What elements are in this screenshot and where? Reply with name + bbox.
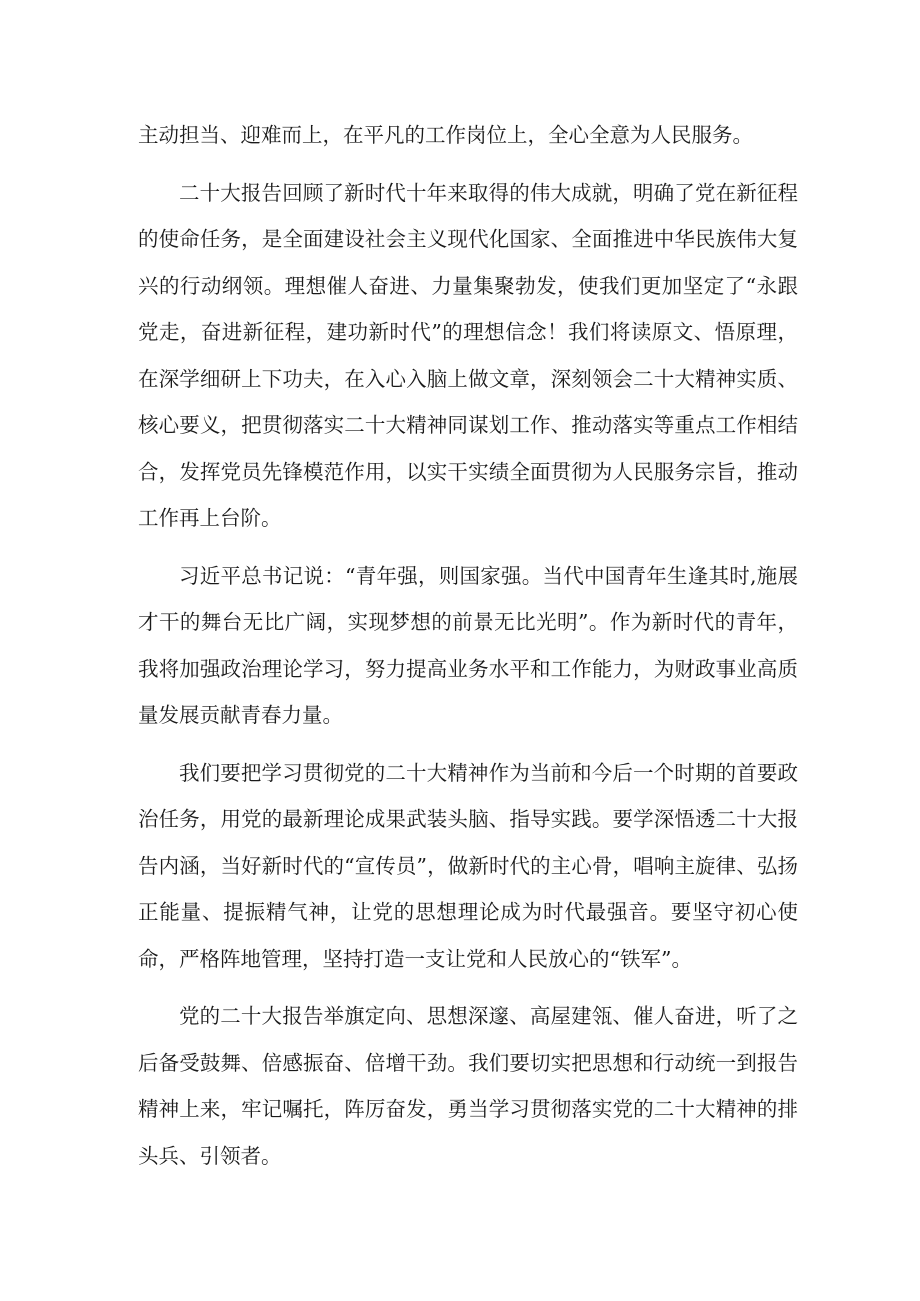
document-body [138,112,798,1190]
paragraph-political-task: 我们要把学习贯彻党的二十大精神作为当前和今后一个时期的首要政治任务，用党的最新理论成果武装头脑、指导实践。要学深悟透二十大报告内涵，当好新时代的“宣传员”，做新时代的主心骨，唱响主旋律、弘扬正能量、提振精气神，让党的思想理论成为时代最强音。要坚守初心使命，严格阵地管理，坚持打造一支让党和人民放心的“铁军”。 [138,760,798,971]
paragraph-continuation: 主动担当、迎难而上，在平凡的工作岗位上，全心全意为人民服务。 [138,123,753,147]
paragraph-conclusion: 党的二十大报告举旗定向、思想深邃、高屋建瓴、催人奋进，听了之后备受鼓舞、倍感振奋、倍增干劲。我们要切实把思想和行动统一到报告精神上来，牢记嘱托，阵厉奋发，勇当学习贯彻落实党的二十大精神的排头兵、引领者。 [138,1004,798,1168]
paragraph-youth-quote: 习近平总书记说：“青年强，则国家强。当代中国青年生逢其时,施展才干的舞台无比广阔，实现梦想的前景无比光明”。作为新时代的青年，我将加强政治理论学习，努力提高业务水平和工作能力，为财政事业高质量发展贡献青春力量。 [138,563,798,727]
paragraph-report-review: 二十大报告回顾了新时代十年来取得的伟大成就，明确了党在新征程的使命任务，是全面建设社会主义现代化国家、全面推进中华民族伟大复兴的行动纲领。理想催人奋进、力量集聚勃发，使我们更加坚定了“永跟党走，奋进新征程，建功新时代”的理想信念！我们将读原文、悟原理，在深学细研上下功夫，在入心入脑上做文章，深刻领会二十大精神实质、核心要义，把贯彻落实二十大精神同谋划工作、推动落实等重点工作相结合，发挥党员先锋模范作用，以实干实绩全面贯彻为人民服务宗旨，推动工作再上台阶。 [138,180,798,530]
